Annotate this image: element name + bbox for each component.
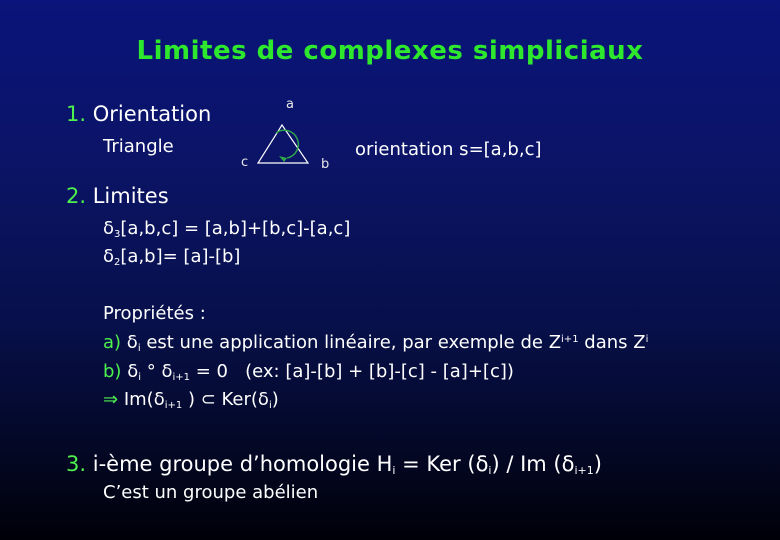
vertex-c-label: c [241, 155, 249, 170]
section-1-label: Orientation [92, 102, 212, 126]
delta-symbol: δ [161, 361, 173, 382]
property-a-marker: a) [103, 332, 122, 353]
property-b-marker: b) [103, 361, 122, 382]
implies-arrow-icon: ⇒ [103, 389, 119, 410]
homology-text-3: ) / Im ( [491, 452, 562, 476]
subscript: i [137, 343, 141, 354]
section-2-heading [66, 184, 169, 208]
section-1-number: 1. [66, 102, 87, 126]
homology-text: i-ème groupe d’homologie H [92, 452, 393, 476]
property-a-text-2: dans Z [578, 332, 646, 353]
subscript: i [138, 372, 141, 383]
subscript: i [392, 464, 396, 477]
slide-title: Limites de complexes simpliciaux [136, 36, 644, 66]
abelian-group-note: C’est un groupe abélien [103, 482, 319, 503]
subscript: i+1 [574, 464, 594, 477]
property-a [103, 332, 648, 354]
delta-symbol: δ [153, 389, 165, 410]
superscript: i [645, 334, 649, 345]
superscript: i+1 [561, 334, 579, 345]
vertex-a-label: a [286, 97, 294, 112]
delta-symbol: δ [475, 452, 489, 476]
vertex-b-label: b [321, 157, 330, 172]
boundary-equation-1 [103, 218, 350, 240]
subscript: i+1 [164, 400, 183, 411]
subscript: i+1 [172, 372, 190, 383]
section-3-heading [66, 452, 602, 477]
boundary-equation-2 [103, 246, 240, 268]
section-2-number: 2. [66, 184, 87, 208]
section-3-number: 3. [66, 452, 87, 476]
homology-text-4: ) [593, 452, 602, 476]
property-implication [103, 389, 279, 411]
implication-text-3: ) [271, 389, 279, 410]
subscript: 3 [114, 229, 121, 240]
implication-text: Im( [118, 389, 154, 410]
orientation-text: orientation s=[a,b,c] [355, 139, 542, 160]
equation-text: [a,b]= [a]-[b] [120, 246, 241, 267]
property-b [103, 361, 514, 383]
triangle-label: Triangle [103, 136, 174, 157]
delta-symbol: δ [103, 218, 115, 239]
property-b-text: = 0 (ex: [a]-[b] + [b]-[c] - [a]+[c]) [189, 361, 514, 382]
subscript: 2 [114, 257, 121, 268]
orientation-arrowhead-icon [279, 156, 287, 162]
section-1-heading [66, 102, 211, 126]
section-2-label: Limites [92, 184, 169, 208]
property-a-text: est une application linéaire, par exemple de Z [140, 332, 562, 353]
implication-text-2: ) ⊂ Ker( [182, 389, 258, 410]
delta-symbol: δ [561, 452, 575, 476]
delta-symbol: δ [257, 389, 269, 410]
delta-symbol: δ [126, 332, 138, 353]
delta-symbol: δ [103, 246, 115, 267]
properties-title: Propriétés : [103, 303, 206, 324]
subscript: i [488, 464, 492, 477]
equation-text: [a,b,c] = [a,b]+[b,c]-[a,c] [120, 218, 351, 239]
homology-text-2: = Ker ( [395, 452, 476, 476]
delta-symbol: δ [127, 361, 139, 382]
subscript: i [268, 400, 272, 411]
composition-symbol: ° [140, 361, 162, 382]
